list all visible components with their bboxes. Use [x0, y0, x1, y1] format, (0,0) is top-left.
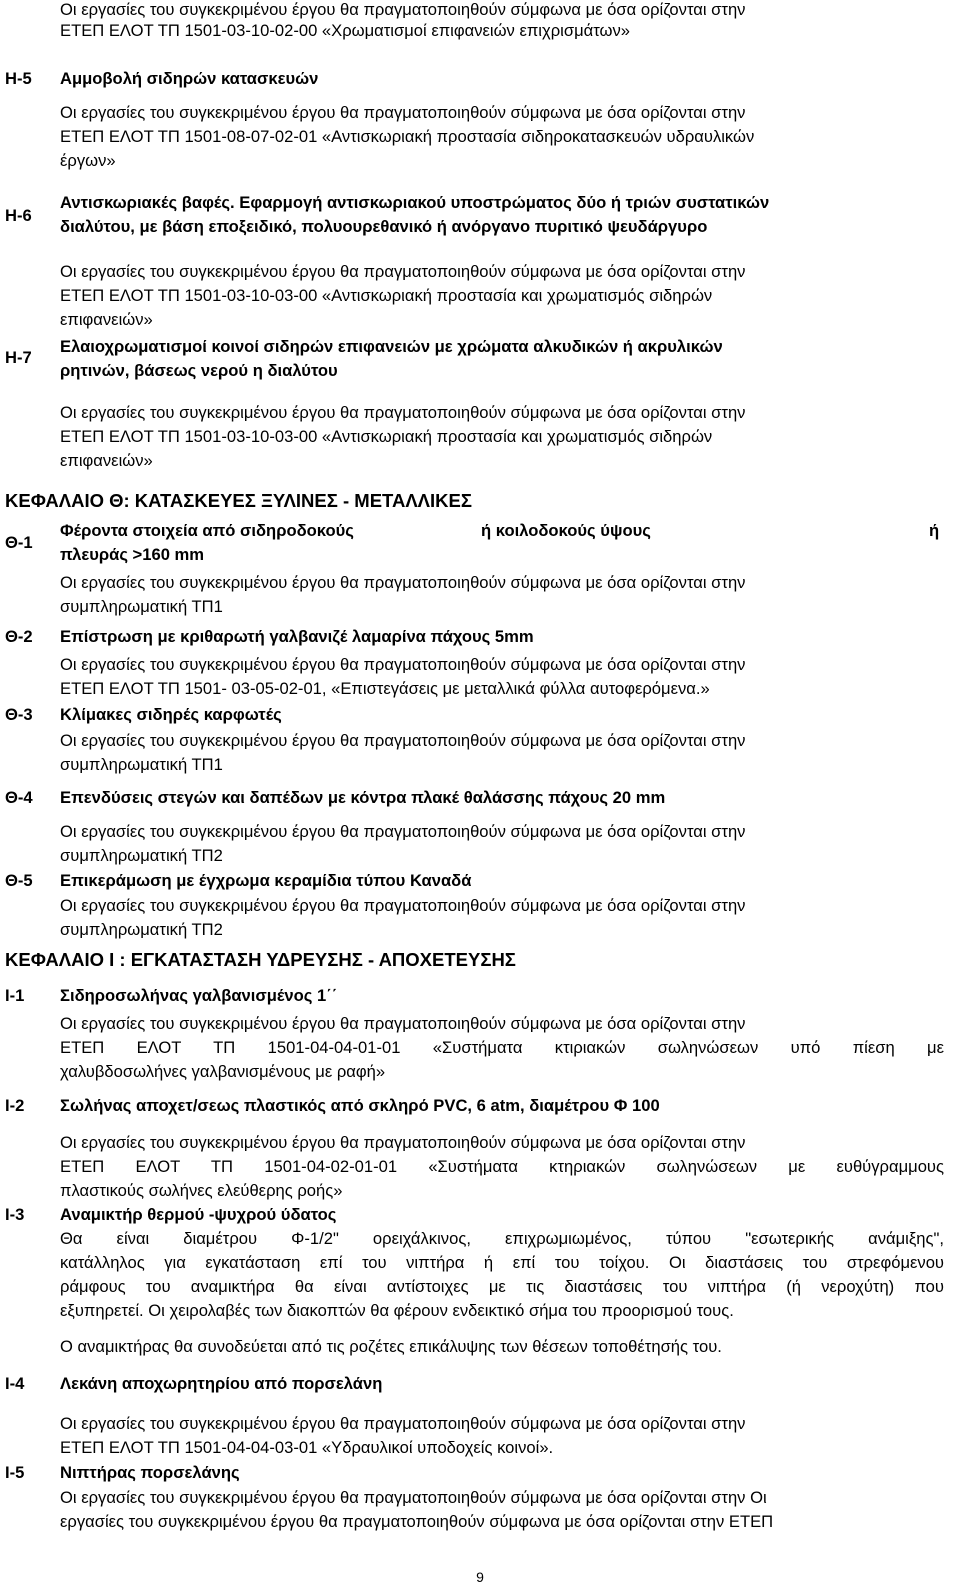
theta-5-text-line-1: Οι εργασίες του συγκεκριμένου έργου θα πραγματοποιηθούν σύμφωνα με όσα ορίζονται στην [60, 896, 746, 915]
item-title-h6-line-1: Αντισκωριακές βαφές. Εφαρμογή αντισκωριακού υποστρώματος δύο ή τριών συστατικών [60, 193, 770, 212]
h5-text-line-1: Οι εργασίες του συγκεκριμένου έργου θα πραγματοποιηθούν σύμφωνα με όσα ορίζονται στην [60, 103, 746, 122]
item-title-theta-5: Επικεράμωση με έγχρωμα κεραμίδια τύπου Καναδά [60, 871, 472, 890]
iota-3-text-line-3: ράμφους του αναμικτήρα θα είναι αντίστοιχες με τις διαστάσεις του νιπτήρα (ή νεροχύτη) που [60, 1277, 944, 1296]
item-title-theta-4: Επενδύσεις στεγών και δαπέδων με κόντρα πλακέ θαλάσσης πάχους 20 mm [60, 788, 666, 807]
item-title-theta-1-line-2: πλευράς >160 mm [60, 545, 205, 564]
theta-3-text-line-1: Οι εργασίες του συγκεκριμένου έργου θα πραγματοποιηθούν σύμφωνα με όσα ορίζονται στην [60, 731, 746, 750]
iota-5-text-line-1: Οι εργασίες του συγκεκριμένου έργου θα πραγματοποιηθούν σύμφωνα με όσα ορίζονται στην Οι [60, 1488, 767, 1507]
iota-5-text-line-2: εργασίες του συγκεκριμένου έργου θα πραγματοποιηθούν σύμφωνα με όσα ορίζονται στην ΕΤΕΠ [60, 1512, 774, 1531]
iota-2-text-line-1: Οι εργασίες του συγκεκριμένου έργου θα πραγματοποιηθούν σύμφωνα με όσα ορίζονται στην [60, 1133, 746, 1152]
item-code-theta-2: Θ-2 [5, 627, 33, 646]
item-code-h7: Η-7 [5, 348, 32, 367]
page-number: 9 [476, 1569, 484, 1585]
item-title-h6-line-2: διαλύτου, με βάση εποξειδικό, πολυουρεθανικό ή ανόργανο πυριτικό ψευδάργυρο [60, 217, 708, 236]
item-title-iota-4: Λεκάνη αποχωρητηρίου από πορσελάνη [60, 1374, 383, 1393]
item-title-theta-3: Κλίμακες σιδηρές καρφωτές [60, 705, 282, 724]
h5-text-line-3: έργων» [60, 151, 116, 170]
chapter-heading-theta: ΚΕΦΑΛΑΙΟ Θ: ΚΑΤΑΣΚΕΥΕΣ ΞΥΛΙΝΕΣ - ΜΕΤΑΛΛΙΚΕΣ [5, 490, 472, 511]
h6-text-line-2: ΕΤΕΠ ΕΛΟΤ ΤΠ 1501-03-10-03-00 «Αντισκωριακή προστασία και χρωματισμός σιδηρών [60, 286, 713, 305]
iota-2-text-line-2: ΕΤΕΠ ΕΛΟΤ ΤΠ 1501-04-02-01-01 «Συστήματα κτηριακών σωληνώσεων με ευθύγραμμους [60, 1157, 944, 1176]
item-title-iota-2: Σωλήνας αποχετ/σεως πλαστικός από σκληρό PVC, 6 atm, διαμέτρου Φ 100 [60, 1096, 660, 1115]
item-title-theta-1-part-c: ή [929, 521, 940, 540]
item-code-theta-3: Θ-3 [5, 705, 33, 724]
item-title-theta-1-part-b: ή κοιλοδοκούς ύψους [481, 521, 651, 540]
iota-3-text-line-1: Θα είναι διαμέτρου Φ-1/2" ορειχάλκινος, επιχρωμιωμένος, τύπου "εσωτερικής ανάμιξης", [60, 1229, 944, 1248]
iota-3-text-line-4: εξυπηρετεί. Οι χειρολαβές των διακοπτών θα φέρουν ενδεικτικό σήμα του προορισμού τους. [60, 1301, 734, 1320]
iota-3-text-line-5: Ο αναμικτήρας θα συνοδεύεται από τις ροζέτες επικάλυψης των θέσεων τοποθέτησής του. [60, 1337, 722, 1356]
theta-1-text-line-2: συμπληρωματική ΤΠ1 [60, 597, 223, 616]
item-title-h7-line-1: Ελαιοχρωματισμοί κοινοί σιδηρών επιφανειών με χρώματα αλκυδικών ή ακρυλικών [60, 337, 723, 356]
item-code-iota-3: Ι-3 [5, 1205, 25, 1224]
item-title-theta-2: Επίστρωση με κριθαρωτή γαλβανιζέ λαμαρίνα πάχους 5mm [60, 627, 534, 646]
item-title-iota-5: Νιπτήρας πορσελάνης [60, 1463, 240, 1482]
h7-text-line-1: Οι εργασίες του συγκεκριμένου έργου θα πραγματοποιηθούν σύμφωνα με όσα ορίζονται στην [60, 403, 746, 422]
iota-1-text-line-1: Οι εργασίες του συγκεκριμένου έργου θα πραγματοποιηθούν σύμφωνα με όσα ορίζονται στην [60, 1014, 746, 1033]
iota-1-text-line-2: ΕΤΕΠ ΕΛΟΤ ΤΠ 1501-04-04-01-01 «Συστήματα κτιριακών σωληνώσεων υπό πίεση με [60, 1038, 944, 1057]
item-title-theta-1-part-a: Φέροντα στοιχεία από σιδηροδοκούς [60, 521, 354, 540]
item-title-iota-3: Αναμικτήρ θερμού -ψυχρού ύδατος [60, 1205, 337, 1224]
h6-text-line-1: Οι εργασίες του συγκεκριμένου έργου θα πραγματοποιηθούν σύμφωνα με όσα ορίζονται στην [60, 262, 746, 281]
iota-2-text-line-3: πλαστικούς σωλήνες ελεύθερης ροής» [60, 1181, 343, 1200]
iota-1-text-line-3: χαλυβδοσωλήνες γαλβανισμένους με ραφή» [60, 1062, 386, 1081]
h4-text-line-1: Οι εργασίες του συγκεκριμένου έργου θα πραγματοποιηθούν σύμφωνα με όσα ορίζονται στην [60, 0, 746, 19]
h4-text-line-2: ΕΤΕΠ ΕΛΟΤ ΤΠ 1501-03-10-02-00 «Χρωματισμοί επιφανειών επιχρισμάτων» [60, 21, 631, 40]
iota-4-text-line-2: ΕΤΕΠ ΕΛΟΤ ΤΠ 1501-04-04-03-01 «Υδραυλικοί υποδοχείς κοινοί». [60, 1438, 554, 1457]
h7-text-line-3: επιφανειών» [60, 451, 153, 470]
item-code-theta-4: Θ-4 [5, 788, 33, 807]
iota-4-text-line-1: Οι εργασίες του συγκεκριμένου έργου θα πραγματοποιηθούν σύμφωνα με όσα ορίζονται στην [60, 1414, 746, 1433]
theta-1-text-line-1: Οι εργασίες του συγκεκριμένου έργου θα πραγματοποιηθούν σύμφωνα με όσα ορίζονται στην [60, 573, 746, 592]
iota-3-text-line-2: κατάλληλος για εγκατάσταση επί του νιπτήρα ή επί του τοίχου. Οι διαστάσεις του στρεφόμενου [60, 1253, 944, 1272]
item-title-h7-line-2: ρητινών, βάσεως νερού η διαλύτου [60, 361, 338, 380]
item-code-iota-2: Ι-2 [5, 1096, 25, 1115]
item-code-h6: Η-6 [5, 206, 32, 225]
item-code-theta-1: Θ-1 [5, 533, 33, 552]
theta-4-text-line-1: Οι εργασίες του συγκεκριμένου έργου θα πραγματοποιηθούν σύμφωνα με όσα ορίζονται στην [60, 822, 746, 841]
item-code-iota-5: Ι-5 [5, 1463, 25, 1482]
h7-text-line-2: ΕΤΕΠ ΕΛΟΤ ΤΠ 1501-03-10-03-00 «Αντισκωριακή προστασία και χρωματισμός σιδηρών [60, 427, 713, 446]
theta-2-text-line-1: Οι εργασίες του συγκεκριμένου έργου θα πραγματοποιηθούν σύμφωνα με όσα ορίζονται στην [60, 655, 746, 674]
theta-4-text-line-2: συμπληρωματική ΤΠ2 [60, 846, 223, 865]
theta-5-text-line-2: συμπληρωματική ΤΠ2 [60, 920, 223, 939]
theta-3-text-line-2: συμπληρωματική ΤΠ1 [60, 755, 223, 774]
chapter-heading-iota: ΚΕΦΑΛΑΙΟ Ι : ΕΓΚΑΤΑΣΤΑΣΗ ΥΔΡΕΥΣΗΣ - ΑΠΟΧΕΤΕΥΣΗΣ [5, 949, 516, 970]
item-code-iota-4: Ι-4 [5, 1374, 25, 1393]
item-title-h5: Αμμοβολή σιδηρών κατασκευών [60, 69, 319, 88]
item-code-theta-5: Θ-5 [5, 871, 33, 890]
item-code-h5: Η-5 [5, 69, 32, 88]
theta-2-text-line-2: ΕΤΕΠ ΕΛΟΤ ΤΠ 1501- 03-05-02-01, «Επιστεγάσεις με μεταλλικά φύλλα αυτοφερόμενα.» [60, 679, 710, 698]
h5-text-line-2: ΕΤΕΠ ΕΛΟΤ ΤΠ 1501-08-07-02-01 «Αντισκωριακή προστασία σιδηροκατασκευών υδραυλικών [60, 127, 755, 146]
item-code-iota-1: Ι-1 [5, 986, 25, 1005]
item-title-iota-1: Σιδηροσωλήνας γαλβανισμένος 1΄΄ [60, 986, 338, 1005]
h6-text-line-3: επιφανειών» [60, 310, 153, 329]
